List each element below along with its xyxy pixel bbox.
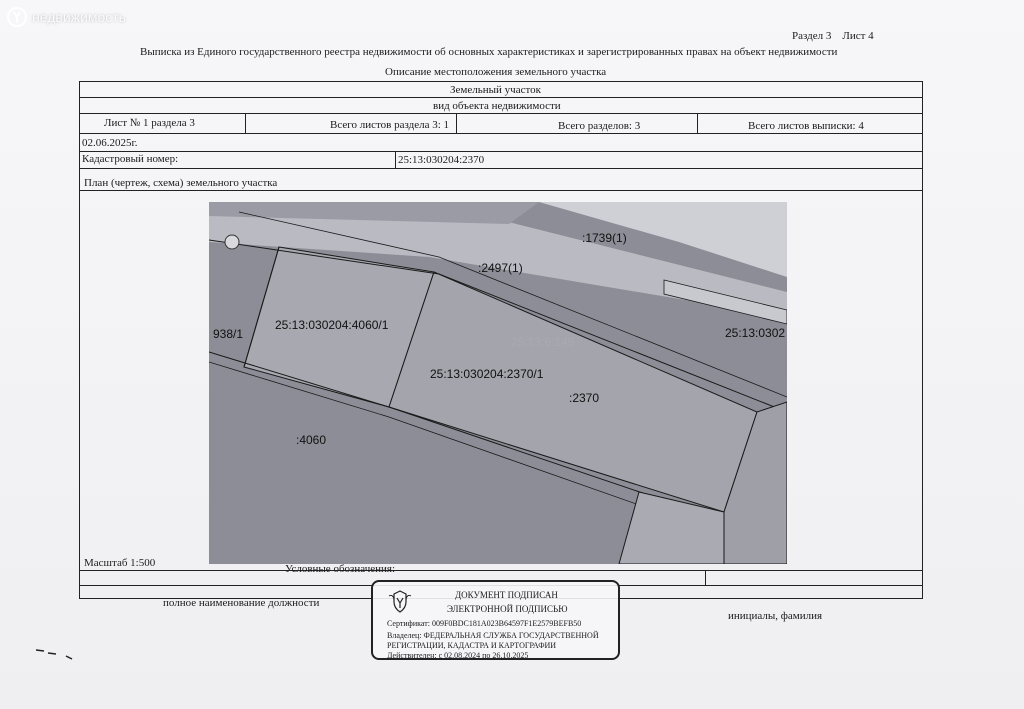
e-signature-stamp: [371, 580, 620, 660]
total-sections: Всего разделов: 3: [558, 120, 641, 132]
cadastral-plan-map: [209, 202, 787, 564]
map-label-0302: 25:13:0302: [725, 326, 786, 340]
total-sheets-section: Всего листов раздела 3: 1: [330, 119, 450, 131]
map-graphic: [209, 202, 787, 564]
row-divider: [79, 168, 923, 169]
row-divider: [79, 133, 923, 134]
col-divider: [245, 113, 246, 133]
object-type: Земельный участок: [450, 84, 541, 96]
stamp-owner-2: РЕГИСТРАЦИИ, КАДАСТРА И КАРТОГРАФИИ: [387, 641, 557, 650]
watermark-brand: недвижимость: [32, 9, 126, 25]
object-type-caption: вид объекта недвижимости: [433, 100, 561, 112]
yandex-logo-icon: [6, 6, 28, 28]
document-title: Выписка из Единого государственного реестра недвижимости об основных характеристиках и зарегистрированных правах на объект недвижимости: [140, 46, 838, 58]
map-label-4060: :4060: [296, 433, 327, 447]
col-divider: [705, 570, 706, 585]
row-divider: [79, 151, 923, 152]
document-subtitle: Описание местоположения земельного участка: [385, 66, 607, 78]
cadastral-number: 25:13:030204:2370: [398, 154, 485, 166]
scale-label: Масштаб 1:500: [84, 557, 156, 569]
section-sheet-label: Раздел 3 Лист 4: [792, 30, 874, 42]
map-label-2497: :2497(1): [478, 261, 523, 275]
watermark: [6, 6, 126, 28]
map-label-4060-1: 25:13:030204:4060/1: [275, 318, 389, 332]
rosreestr-emblem-icon: [386, 588, 414, 616]
row-divider: [79, 190, 923, 191]
row-divider: [79, 113, 923, 114]
stamp-owner-1: Владелец: ФЕДЕРАЛЬНАЯ СЛУЖБА ГОСУДАРСТВЕННОЙ: [387, 631, 599, 640]
map-label-2370-1: 25:13:030204:2370/1: [430, 367, 544, 381]
map-label-2370: :2370: [569, 391, 600, 405]
cadastral-label: Кадастровый номер:: [82, 153, 179, 165]
map-label-1739: :1739(1): [582, 231, 627, 245]
total-sheets-extract: Всего листов выписки: 4: [748, 120, 864, 132]
row-divider: [79, 570, 923, 571]
position-caption: полное наименование должности: [163, 597, 320, 609]
col-divider: [395, 151, 396, 168]
stamp-validity: Действителен: с 02.08.2024 по 26.10.2025: [387, 651, 529, 660]
sheet-number: Лист № 1 раздела 3: [104, 117, 195, 129]
pen-marks: [36, 648, 76, 662]
plan-label: План (чертеж, схема) земельного участка: [84, 177, 278, 189]
col-divider: [697, 113, 698, 133]
stamp-line-2: ЭЛЕКТРОННОЙ ПОДПИСЬЮ: [447, 604, 568, 614]
stamp-line-1: ДОКУМЕНТ ПОДПИСАН: [455, 590, 558, 600]
initials-caption: инициалы, фамилия: [728, 610, 823, 622]
row-divider: [79, 97, 923, 98]
map-label-149: 25:13:6:149: [511, 335, 575, 349]
col-divider: [456, 113, 457, 133]
map-label-938: 938/1: [213, 327, 244, 341]
extract-date: 02.06.2025г.: [82, 137, 138, 149]
stamp-certificate: Сертификат: 009F0BDC181A023B64597F1E2579BEFB50: [387, 619, 582, 628]
legend-label: Условные обозначения:: [285, 563, 396, 575]
